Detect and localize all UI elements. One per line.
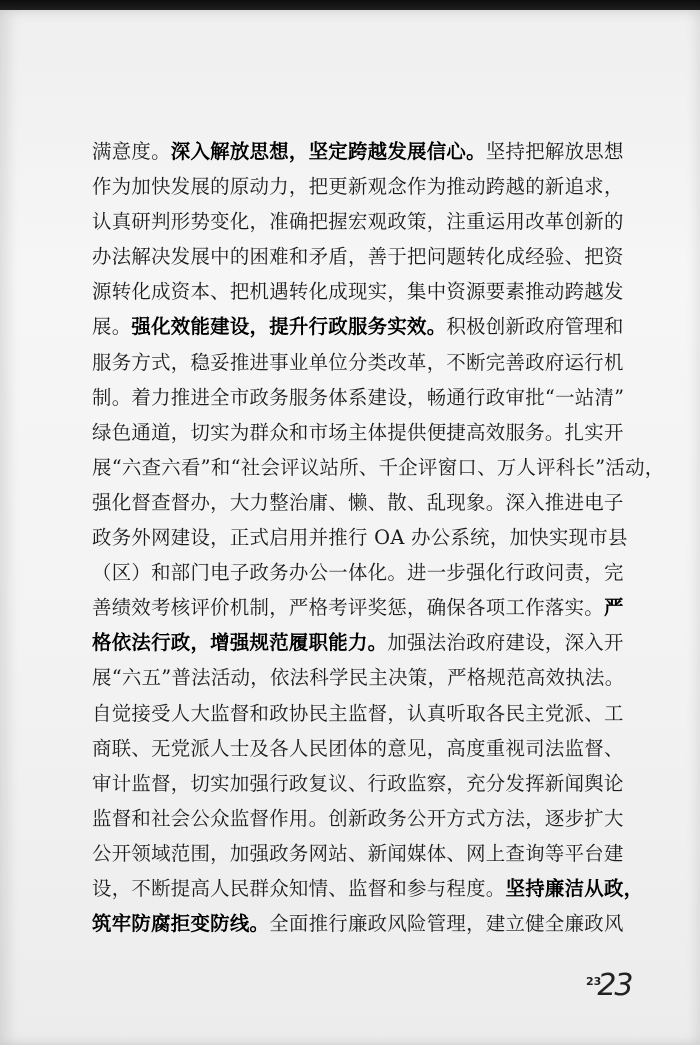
text-segment: 作为加快发展的原动力，把更新观念作为推动跨越的新追求， [92,175,624,199]
text-segment: 展“六五”普法活动，依法科学民主决策，严格规范高效执法。 [92,666,625,690]
text-segment: 满意度。 [92,140,171,163]
text-segment: 坚持把解放思想 [485,140,624,163]
text-segment: 办法解决发展中的困难和矛盾，善于把问题转化成经验、把资 [92,245,624,269]
text-segment: （区）和部门电子政务办公一体化。进一步强化行政问责，完 [92,561,624,585]
text-line [92,766,624,801]
bold-heading-segment: 严 [603,596,624,620]
text-line [92,836,624,871]
bold-heading-segment: 深入解放思想，坚定跨越发展信心。 [170,140,486,163]
text-segment: 善绩效考核评价机制，严格考评奖惩，确保各项工作落实。 [92,596,604,620]
text-line [92,380,625,415]
text-segment: 制。着力推进全市政务服务体系建设，畅通行政审批“一站清” [92,385,625,409]
text-line [92,801,624,836]
text-segment: 监督和社会公众监督作用。创新政务公开方式方法，逐步扩大 [92,806,624,830]
bold-heading-segment: 筑牢防腐拒变防线。 [92,912,270,936]
text-segment: 自觉接受人大监督和政协民主监督，认真听取各民主党派、工 [92,701,624,725]
text-segment: 审计监督，切实加强行政复议、行政监察，充分发挥新闻舆论 [92,771,624,795]
text-segment: 设，不断提高人民群众知情、监督和参与程度。 [92,876,506,900]
text-segment: 商联、无党派人士及各人民团体的意见，高度重视司法监督、 [92,736,624,760]
text-segment: 加强法治政府建设，深入开 [387,631,624,655]
text-line [92,450,665,485]
text-line [92,520,628,555]
text-segment: 强化督查督办，大力整治庸、懒、散、乱现象。深入推进电子 [92,490,624,514]
text-line [92,660,625,695]
bold-heading-segment: 格依法行政，增强规范履职能力。 [92,631,388,655]
text-line [92,485,624,520]
handwritten-page-number: 23 [597,968,632,1003]
text-segment: 服务方式，稳妥推进事业单位分类改革，不断完善政府运行机 [92,350,624,374]
text-line [92,555,624,590]
text-segment: 展“六查六看”和“社会评议站所、千企评窗口、万人评科长”活动， [92,455,665,479]
text-line [92,731,624,766]
text-segment: 绿色通道，切实为群众和市场主体提供便捷高效服务。扎实开 [92,420,624,444]
body-paragraph [92,134,665,941]
text-line [92,696,624,731]
text-segment: 公开领域范围，加强政务网站、新闻媒体、网上查询等平台建 [92,841,624,865]
text-segment: 全面推行廉政风险管理，建立健全廉政风 [269,912,624,936]
text-line [92,415,624,450]
bold-heading-segment: 坚持廉洁从政， [505,876,644,900]
text-line [92,590,624,625]
text-line [92,134,624,169]
text-line [92,169,624,204]
text-line [92,345,624,380]
text-line [92,871,644,906]
document-page [0,10,700,1045]
text-segment: 政务外网建设，正式启用并推行 OA 办公系统，加快实现市县 [92,526,628,550]
text-segment: 展。 [92,315,132,339]
text-segment: 源转化成资本、把机遇转化成现实，集中资源要素推动跨越发 [92,280,624,304]
text-line [92,274,624,309]
text-line [92,309,624,344]
text-segment: 积极创新政府管理和 [446,315,624,339]
text-line [92,906,624,941]
text-segment: 认真研判形势变化，准确把握宏观政策，注重运用改革创新的 [92,210,624,234]
page-number [586,968,632,1003]
text-line [92,239,624,274]
text-line [92,625,624,660]
bold-heading-segment: 强化效能建设，提升行政服务实效。 [131,315,447,339]
text-line [92,204,624,239]
printed-page-number: 23 [586,975,602,988]
